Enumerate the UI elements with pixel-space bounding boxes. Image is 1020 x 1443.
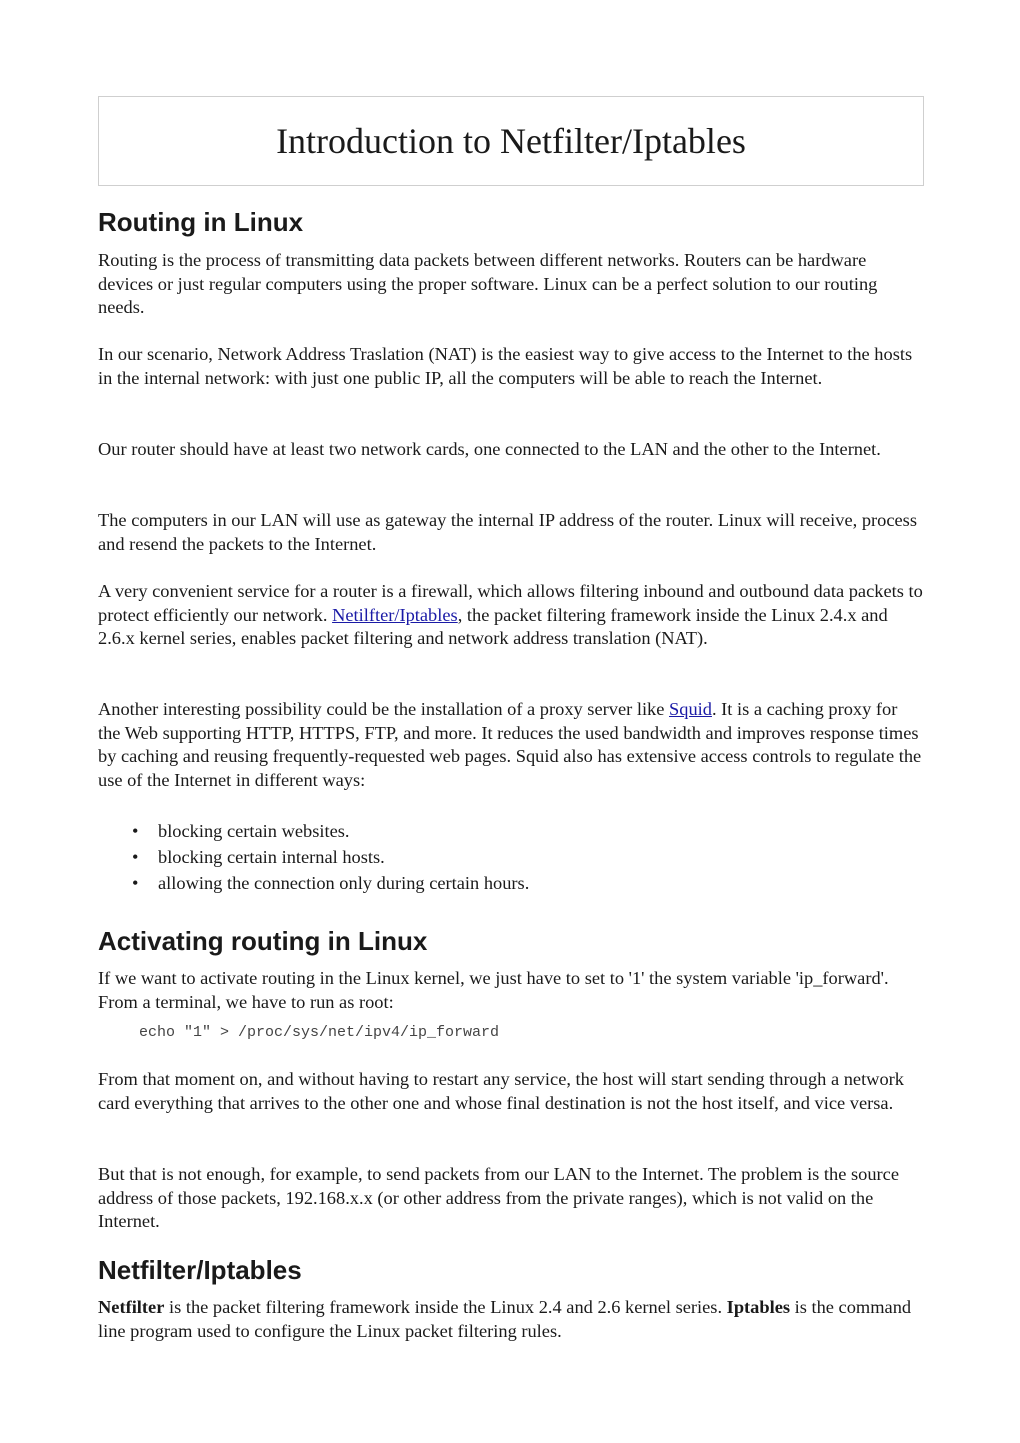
code-block: echo "1" > /proc/sys/net/ipv4/ip_forward — [139, 1024, 500, 1041]
heading-routing-in-linux: Routing in Linux — [98, 207, 304, 237]
text: . It is a caching proxy for the Web supporting HTTP, HTTPS, FTP, and more. It reduces the used bandwidth and improves response times by caching and reusing frequently-requested web pages. Squid also has extensive access controls to regulate the use of the Internet in different ways: — [98, 699, 922, 790]
heading-activating-routing: Activating routing in Linux — [98, 926, 428, 956]
list-item-text: blocking certain internal hosts. — [158, 847, 385, 867]
text: Another interesting possibility could be the installation of a proxy server like — [98, 699, 670, 719]
list-item — [98, 870, 924, 896]
paragraph: If we want to activate routing in the Linux kernel, we just have to set to '1' the system variable 'ip_forward'. From a terminal, we have to run as root: — [98, 968, 889, 1012]
paragraph-firewall — [98, 580, 924, 651]
paragraph: From that moment on, and without having to restart any service, the host will start sending through a network card everything that arrives to the other one and whose final destination is not the host itself, and vice versa. — [98, 1069, 904, 1113]
paragraph: The computers in our LAN will use as gateway the internal IP address of the router. Linux will receive, process and resend the packets to the Internet. — [98, 510, 917, 554]
netfilter-link[interactable]: Netilfter/Iptables — [332, 604, 458, 625]
squid-link[interactable]: Squid — [669, 699, 712, 719]
list-item — [98, 818, 924, 844]
bullet-list — [98, 818, 924, 896]
bold-term: Iptables — [726, 1297, 791, 1317]
paragraph: In our scenario, Network Address Traslation (NAT) is the easiest way to give access to the Internet to the hosts in the internal network: with just one public IP, all the computers will be able to reach the Internet. — [98, 344, 913, 388]
paragraph: But that is not enough, for example, to send packets from our LAN to the Internet. The problem is the source address of those packets, 192.168.x.x (or other address from the private ranges), which is not valid on the Internet. — [98, 1164, 899, 1232]
paragraph-netfilter — [98, 1296, 924, 1343]
document-title: Introduction to Netfilter/Iptables — [276, 121, 746, 161]
paragraph: Routing is the process of transmitting data packets between different networks. Routers can be hardware devices or just regular computers using the proper software. Linux can be a perfect solution to our routing needs. — [98, 250, 878, 318]
text: A very convenient service for a router is a firewall, which allows filtering inbound and outbound data packets to protect efficiently our network. — [98, 581, 923, 625]
heading-netfilter-iptables: Netfilter/Iptables — [98, 1255, 302, 1285]
bullet-icon: • — [132, 873, 139, 893]
list-item-text: allowing the connection only during certain hours. — [158, 873, 530, 893]
list-item-text: blocking certain websites. — [158, 821, 350, 841]
text: is the command line program used to configure the Linux packet filtering rules. — [98, 1297, 912, 1341]
text: is the packet filtering framework inside the Linux 2.4 and 2.6 kernel series. — [164, 1297, 727, 1317]
title-box — [98, 96, 924, 186]
document-page — [98, 96, 924, 1341]
paragraph-squid — [98, 698, 924, 792]
bullet-icon: • — [132, 821, 139, 841]
bold-term: Netfilter — [98, 1297, 165, 1317]
list-item — [98, 844, 924, 870]
bullet-icon: • — [132, 847, 139, 867]
text: , the packet filtering framework inside the Linux 2.4.x and 2.6.x kernel series, enables packet filtering and network address translation (NAT). — [98, 604, 888, 649]
paragraph: Our router should have at least two network cards, one connected to the LAN and the other to the Internet. — [98, 439, 881, 459]
